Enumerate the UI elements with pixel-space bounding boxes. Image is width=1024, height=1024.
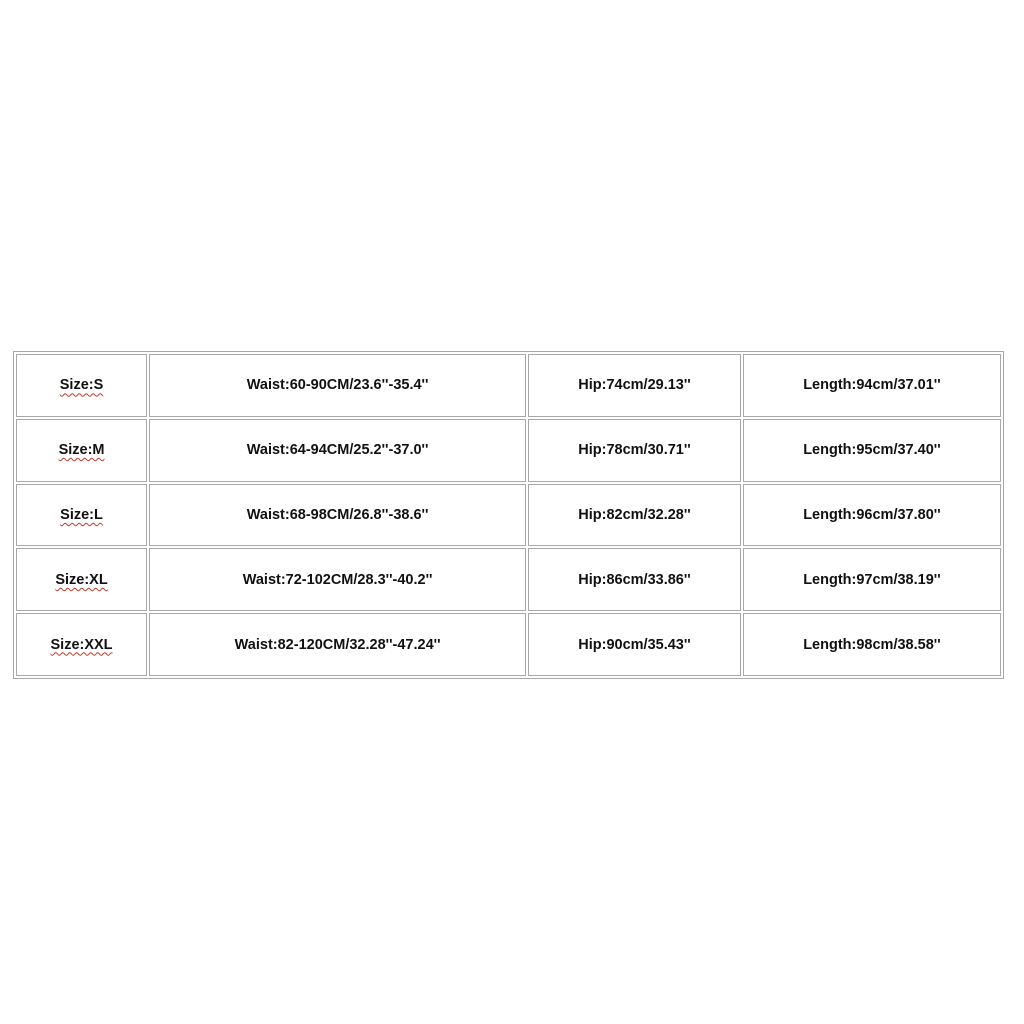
length-cell: Length:97cm/38.19'' [743,548,1001,611]
size-label: Size:XXL [50,636,113,653]
size-cell [16,354,147,417]
size-label: Size:L [60,506,103,523]
waist-cell: Waist:60-90CM/23.6''-35.4'' [149,354,526,417]
hip-cell: Hip:82cm/32.28'' [528,484,741,547]
hip-cell: Hip:90cm/35.43'' [528,613,741,676]
size-cell [16,419,147,482]
table-row [16,548,1001,611]
waist-cell: Waist:68-98CM/26.8''-38.6'' [149,484,526,547]
hip-cell: Hip:74cm/29.13'' [528,354,741,417]
length-cell: Length:96cm/37.80'' [743,484,1001,547]
table-row [16,484,1001,547]
table-row [16,613,1001,676]
size-cell [16,548,147,611]
length-cell: Length:94cm/37.01'' [743,354,1001,417]
hip-cell: Hip:86cm/33.86'' [528,548,741,611]
waist-cell: Waist:72-102CM/28.3''-40.2'' [149,548,526,611]
size-cell [16,613,147,676]
waist-cell: Waist:64-94CM/25.2''-37.0'' [149,419,526,482]
size-label: Size:M [58,442,105,459]
table-row [16,354,1001,417]
waist-cell: Waist:82-120CM/32.28''-47.24'' [149,613,526,676]
size-chart-table [13,351,1004,679]
table-row [16,419,1001,482]
size-label: Size:S [59,377,104,394]
length-cell: Length:95cm/37.40'' [743,419,1001,482]
length-cell: Length:98cm/38.58'' [743,613,1001,676]
size-cell [16,484,147,547]
hip-cell: Hip:78cm/30.71'' [528,419,741,482]
size-label: Size:XL [55,571,108,588]
